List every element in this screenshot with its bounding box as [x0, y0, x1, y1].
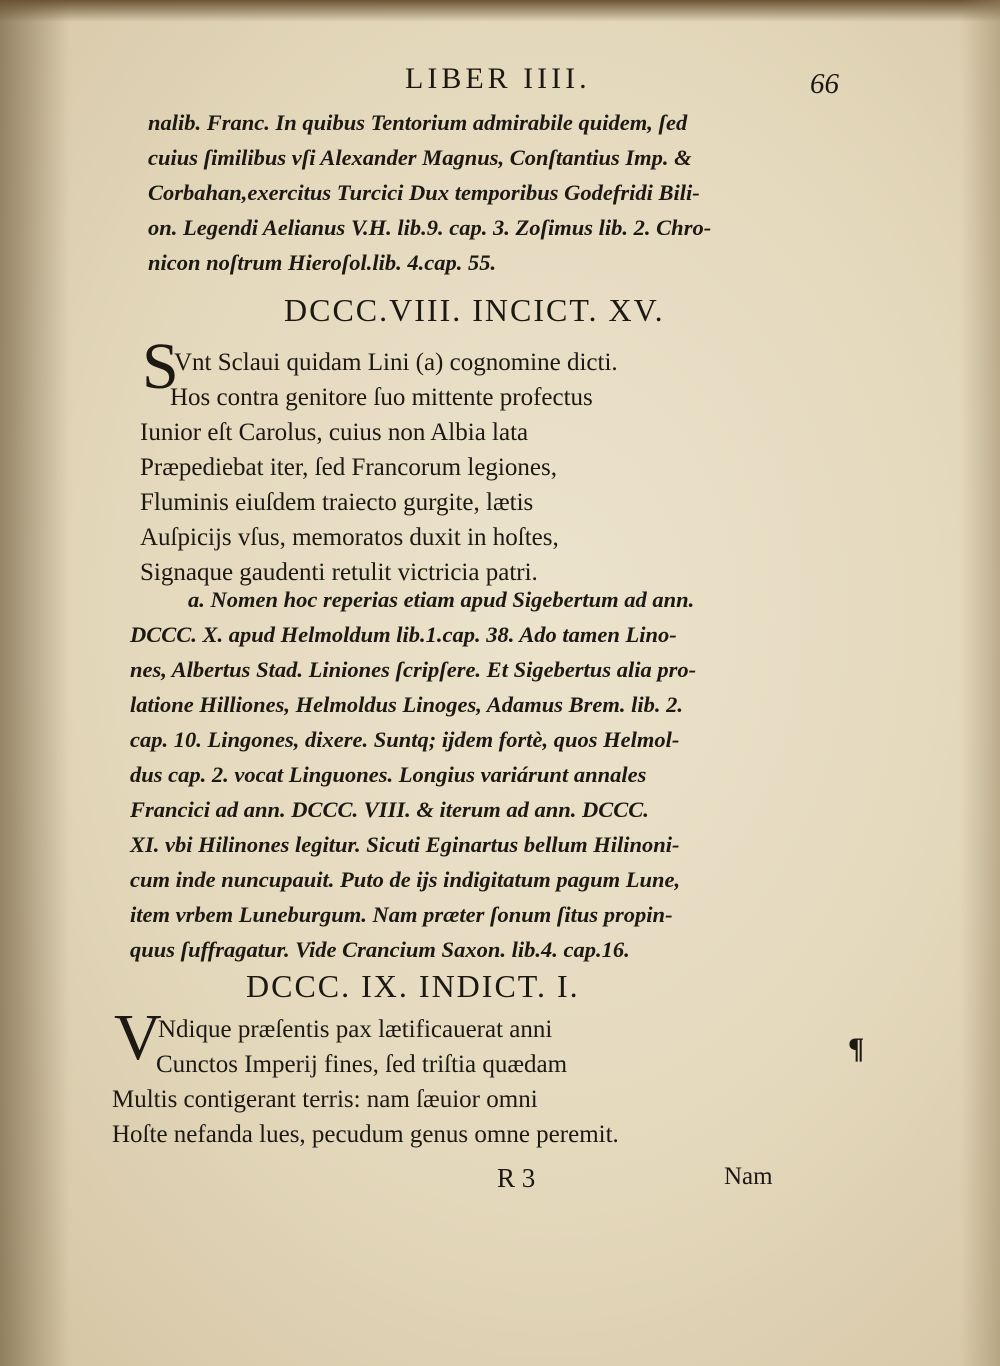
page-top-edge [0, 0, 1000, 22]
verse-line: Auſpicijs vſus, memoratos duxit in hoſtes, [140, 524, 559, 551]
drop-cap-initial: V [114, 1001, 162, 1074]
note-line: DCCC. X. apud Helmoldum lib.1.cap. 38. Ado tamen Lino- [130, 622, 677, 647]
note-line: cum inde nuncupauit. Puto de ijs indigitatum pagum Lune, [130, 867, 681, 892]
note-line: nicon noſtrum Hieroſol.lib. 4.cap. 55. [148, 250, 497, 275]
note-line: dus cap. 2. vocat Linguones. Longius variárunt annales [130, 762, 647, 787]
verse-block [140, 345, 760, 590]
verse-line: Præpediebat iter, ſed Francorum legiones, [140, 454, 557, 481]
section-heading: DCCC. IX. INDICT. I. [246, 968, 580, 1004]
note-line: Francici ad ann. DCCC. VIII. & iterum ad ann. DCCC. [130, 797, 649, 822]
note-line: nes, Albertus Stad. Liniones ſcripſere. Et Sigebertus alia pro- [130, 657, 697, 682]
note-line: XI. vbi Hilinones legitur. Sicuti Eginartus bellum Hilinoni- [130, 832, 680, 857]
note-line: latione Hilliones, Helmoldus Linoges, Adamus Brem. lib. 2. [130, 692, 683, 717]
verse-line: Signaque gaudenti retulit victricia patri. [140, 559, 538, 586]
verse-line: Iunior eſt Carolus, cuius non Albia lata [140, 419, 529, 446]
section-heading: DCCC.VIII. INCICT. XV. [284, 292, 665, 328]
binding-shadow [0, 0, 70, 1366]
verse-line: Fluminis eiuſdem traiecto gurgite, lætis [140, 489, 534, 516]
verse-line: Hoſte nefanda lues, pecudum genus omne peremit. [112, 1121, 619, 1148]
page-right-edge [960, 0, 1000, 1366]
signature-mark: R 3 [497, 1163, 536, 1193]
note-line: cuius ſimilibus vſi Alexander Magnus, Conſtantius Imp. & [148, 145, 692, 170]
verse-line: Multis contigerant terris: nam ſæuior omni [112, 1086, 538, 1113]
top-note [148, 105, 838, 280]
note-line: quus ſuffragatur. Vide Crancium Saxon. lib.4. cap.16. [130, 937, 630, 962]
verse-line: Cunctos Imperij fines, ſed triſtia quædam [156, 1051, 568, 1078]
note-line: nalib. Franc. In quibus Tentorium admirabile quidem, ſed [148, 110, 688, 135]
drop-cap-initial: S [142, 330, 179, 403]
verse-line: Vnt Sclaui quidam Lini (a) cognomine dicti. [174, 349, 618, 376]
verse-block [112, 1012, 732, 1152]
note-line: a. Nomen hoc reperias etiam apud Sigebertum ad ann. [188, 587, 695, 612]
note-line: item vrbem Luneburgum. Nam præter ſonum ſitus propin- [130, 902, 673, 927]
note-line: cap. 10. Lingones, dixere. Suntq; ijdem fortè, quos Helmol- [130, 727, 680, 752]
verse-line: Ndique præſentis pax lætificauerat anni [158, 1016, 553, 1043]
note-line: Corbahan,exercitus Turcici Dux temporibus Godefridi Bili- [148, 180, 700, 205]
page-number: 66 [810, 68, 839, 100]
verse-line: Hos contra genitore ſuo mittente profectus [170, 384, 593, 411]
note-line: on. Legendi Aelianus V.H. lib.9. cap. 3. Zoſimus lib. 2. Chro- [148, 215, 712, 240]
running-title: LIBER IIII. [405, 62, 591, 95]
catchword: Nam [724, 1163, 773, 1190]
pilcrow-mark: ¶ [848, 1032, 865, 1065]
commentary-note [130, 582, 830, 967]
